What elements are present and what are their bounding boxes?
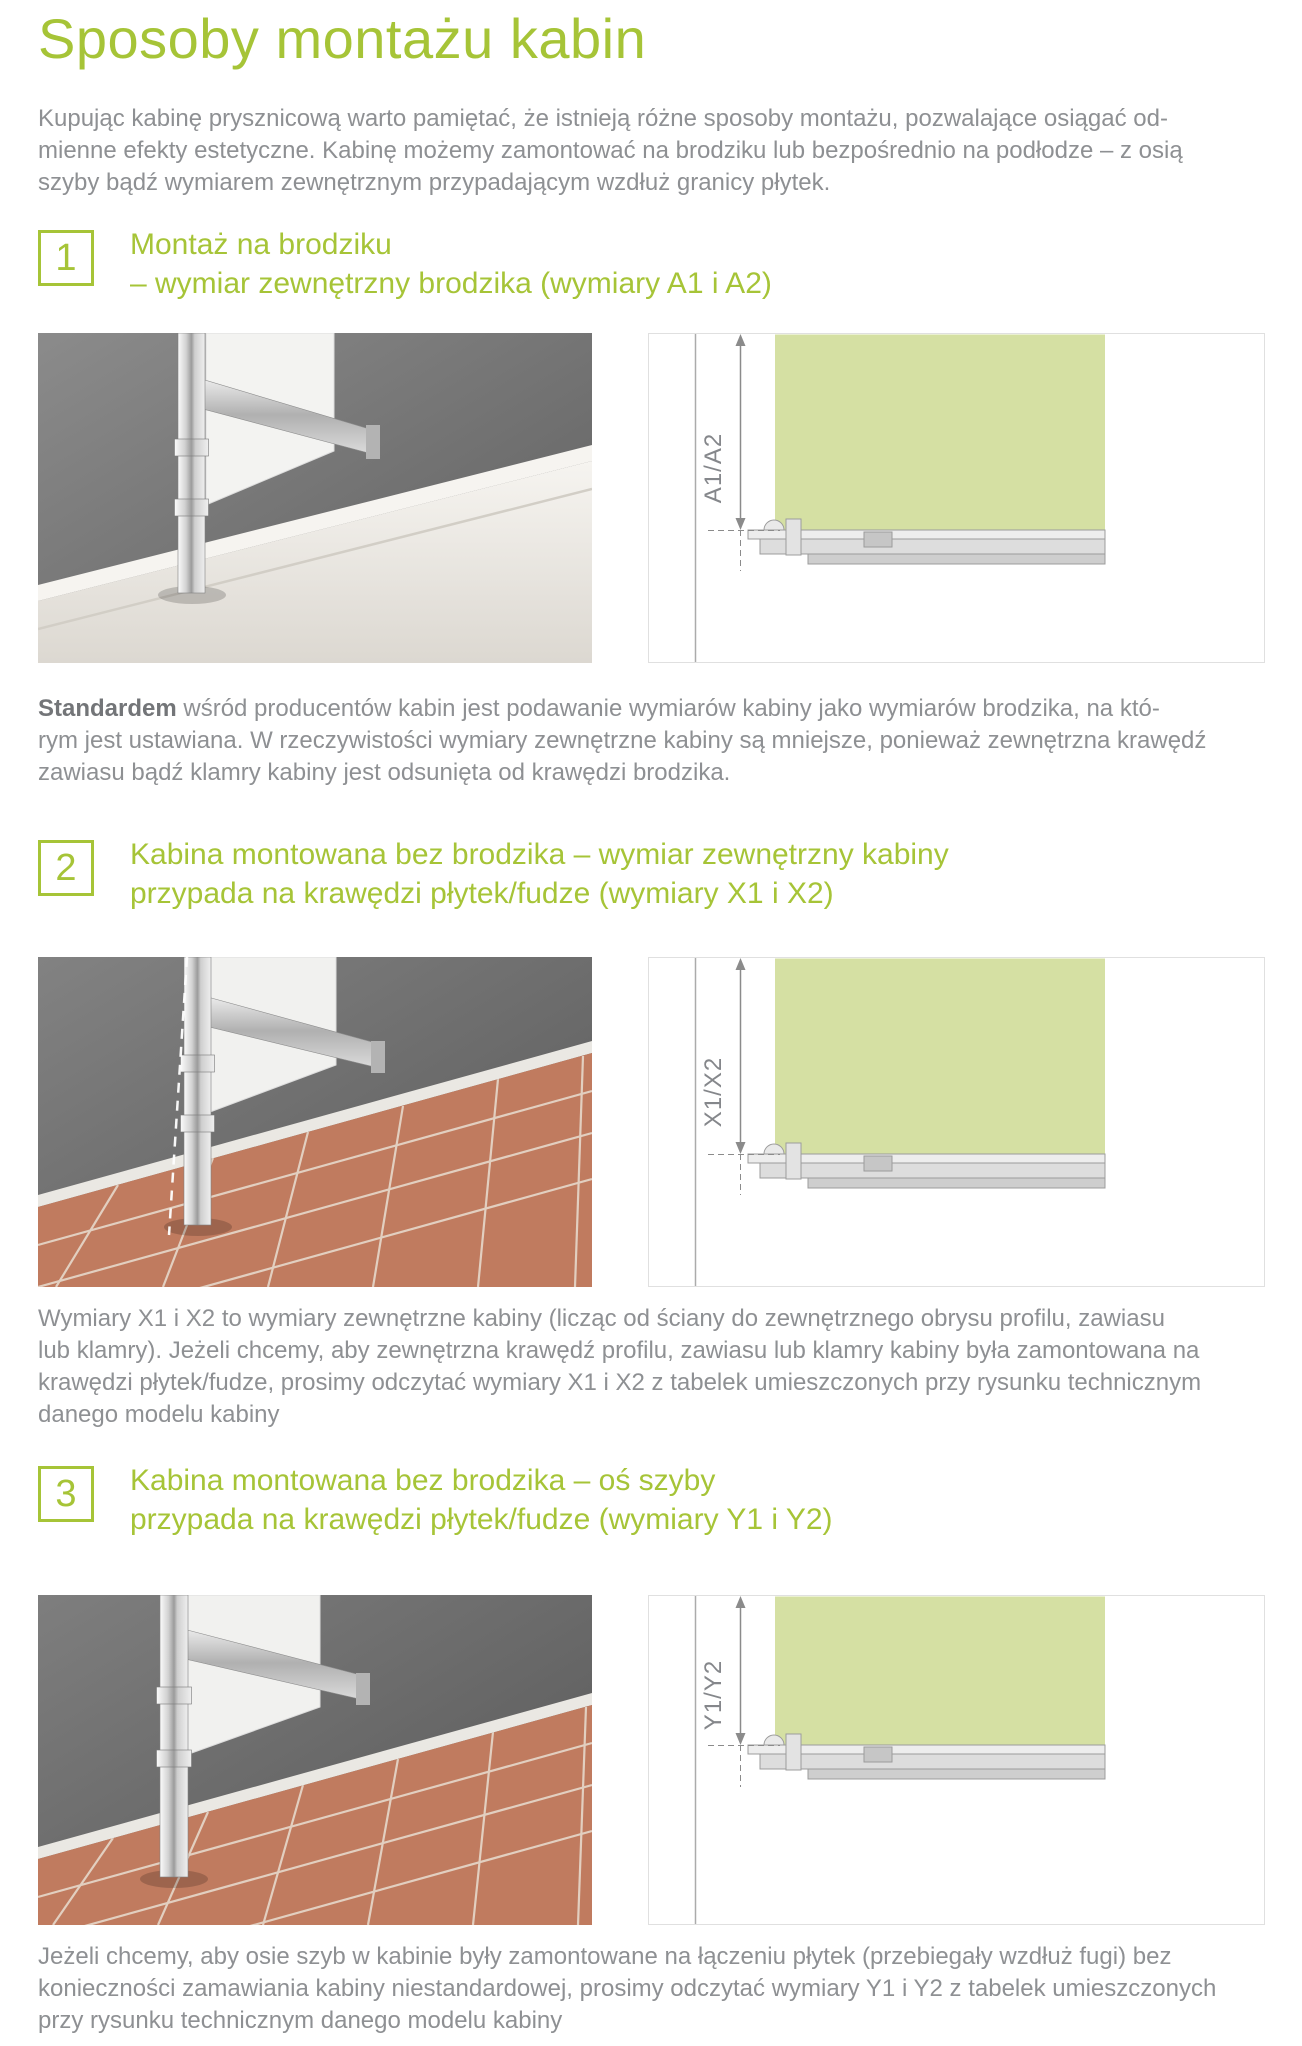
section-2-heading	[130, 835, 949, 913]
page-title: Sposoby montażu kabin	[38, 7, 647, 70]
paragraph-line: zawiasu bądź klamry kabiny jest odsunięta od krawędzi brodzika.	[38, 758, 731, 786]
section-1-heading-line-1: Montaż na brodziku	[130, 227, 392, 261]
hinge-knuckle	[175, 499, 209, 516]
hinge-knuckle	[157, 1750, 192, 1767]
paragraph-line: Wymiary X1 i X2 to wymiary zewnętrzne kabiny (licząc od ściany do zewnętrznego obrysu profilu, zawiasu	[38, 1304, 1165, 1332]
section-2-media-row	[38, 957, 1268, 1287]
section-1-header	[38, 225, 1268, 303]
paragraph-line	[38, 693, 1268, 725]
paragraph-line: danego modelu kabiny	[38, 1400, 280, 1428]
tile-floor-hinge-photo	[38, 957, 592, 1287]
paragraph-text: wśród producentów kabin jest podawanie wymiarów kabiny jako wymiarów brodzika, na któ-	[176, 694, 1160, 722]
paragraph-standardem	[38, 693, 1268, 789]
paragraph-line: konieczności zamawiania kabiny niestandardowej, prosimy odczytać wymiary Y1 i Y2 z tabelek umieszczonych	[38, 1974, 1217, 2002]
hinge-profile	[160, 1595, 188, 1877]
section-3-number-badge: 3	[38, 1466, 94, 1522]
hinge-knuckle	[181, 1055, 215, 1072]
section-2-number-badge: 2	[38, 840, 94, 896]
tile-floor-axis-hinge-photo	[38, 1595, 592, 1925]
section-2-header	[38, 835, 1268, 913]
bracket-clamp	[366, 425, 380, 459]
glass-panel-area	[775, 958, 1105, 1153]
shower-tray-hinge-photo	[38, 333, 592, 663]
section-2-heading-line-1: Kabina montowana bez brodzika – wymiar zewnętrzny kabiny	[130, 837, 949, 871]
intro-paragraph	[38, 103, 1268, 199]
glass-axis-mounting-diagram	[648, 1595, 1265, 1925]
paragraph-line: krawędzi płytek/fudze, prosimy odczytać wymiary X1 i X2 z tabelek umieszczonych przy rysunku technicznym	[38, 1368, 1202, 1396]
section-1-heading-line-2: – wymiar zewnętrzny brodzika (wymiary A1 i A2)	[130, 266, 772, 300]
paragraph-line: Jeżeli chcemy, aby osie szyb w kabinie były zamontowane na łączeniu płytek (przebiegały wzdłuż fugi) bez	[38, 1942, 1172, 1970]
bracket-clamp	[356, 1673, 370, 1705]
intro-line-3: szyby bądź wymiarem zewnętrznym przypadającym wzdłuż granicy płytek.	[38, 168, 831, 196]
hinge-profile	[184, 957, 211, 1225]
section-1-heading	[130, 225, 772, 303]
bracket-clamp	[371, 1041, 385, 1073]
glass-panel-area	[775, 334, 1105, 529]
glass-panel-area	[775, 1596, 1105, 1744]
section-1-number-badge: 1	[38, 230, 94, 286]
section-2-heading-line-2: przypada na krawędzi płytek/fudze (wymiary X1 i X2)	[130, 876, 834, 910]
paragraph-x1-x2	[38, 1303, 1268, 1431]
paragraph-line: rym jest ustawiana. W rzeczywistości wymiary zewnętrzne kabiny są mniejsze, ponieważ zewnętrzna krawędź	[38, 726, 1207, 754]
bold-lead: Standardem	[38, 694, 177, 722]
hinge-knuckle	[157, 1687, 192, 1704]
section-1-media-row	[38, 333, 1268, 663]
intro-line-1: Kupując kabinę prysznicową warto pamiętać, że istnieją różne sposoby montażu, pozwalające osiągać od-	[38, 104, 1168, 132]
section-3-header	[38, 1461, 1268, 1539]
hinge-knuckle	[175, 439, 209, 456]
hinge-profile	[178, 333, 205, 593]
paragraph-line: lub klamry). Jeżeli chcemy, aby zewnętrzna krawędź profilu, zawiasu lub klamry kabiny była zamontowana na	[38, 1336, 1200, 1364]
dimension-label-x1-x2: X1/X2	[700, 1056, 727, 1127]
paragraph-line: przy rysunku technicznym danego modelu kabiny	[38, 2006, 563, 2034]
hinge-knuckle	[181, 1115, 215, 1132]
dimension-label-a1-a2: A1/A2	[700, 432, 727, 503]
dimension-label-y1-y2: Y1/Y2	[700, 1659, 727, 1730]
section-3-heading-line-1: Kabina montowana bez brodzika – oś szyby	[130, 1463, 716, 1497]
paragraph-y1-y2	[38, 1941, 1268, 2037]
section-3-heading	[130, 1461, 833, 1539]
section-3-media-row	[38, 1595, 1268, 1925]
section-3-heading-line-2: przypada na krawędzi płytek/fudze (wymiary Y1 i Y2)	[130, 1502, 833, 1536]
tile-edge-mounting-diagram	[648, 957, 1265, 1287]
tray-mounting-diagram	[648, 333, 1265, 663]
intro-line-2: mienne efekty estetyczne. Kabinę możemy zamontować na brodziku lub bezpośrednio na podłodze – z osią	[38, 136, 1183, 164]
